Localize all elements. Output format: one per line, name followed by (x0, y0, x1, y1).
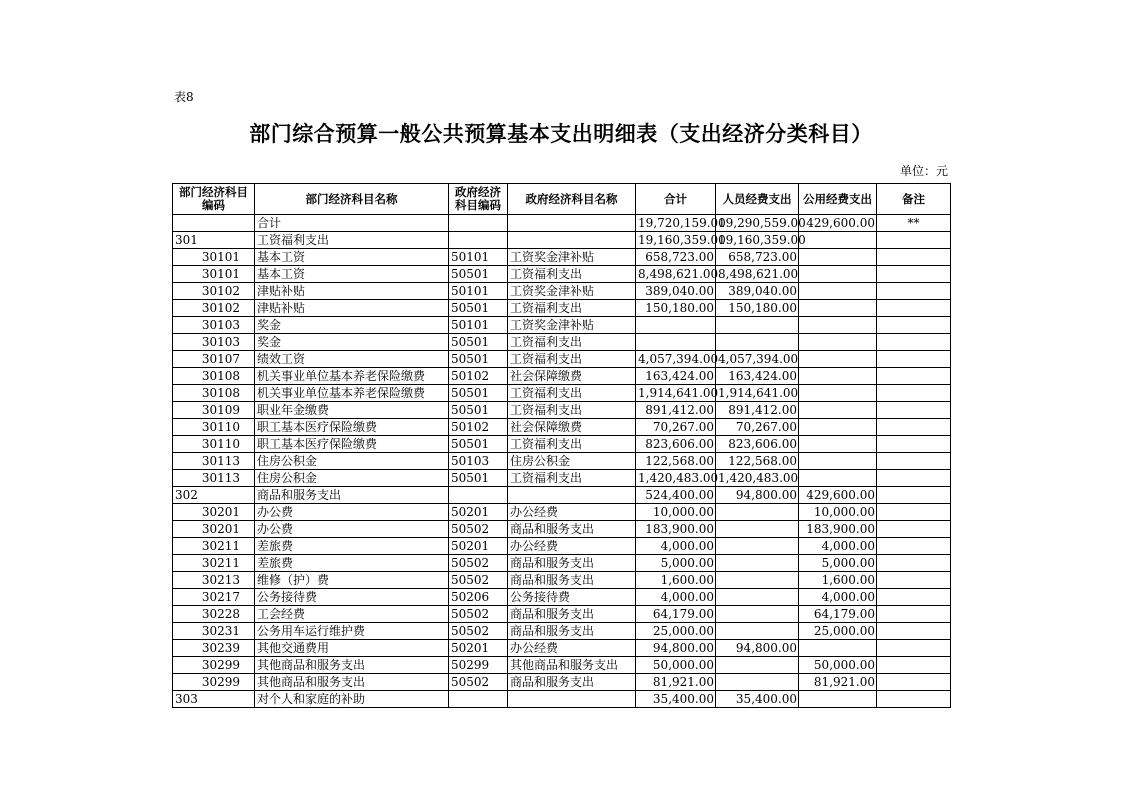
cell-personnel (716, 589, 799, 606)
cell-total: 524,400.00 (636, 487, 716, 504)
cell-remark (877, 538, 951, 555)
cell-dept-code: 30113 (173, 453, 255, 470)
cell-gov-name (508, 232, 636, 249)
cell-total: 19,720,159.00 (636, 215, 716, 232)
cell-total: 163,424.00 (636, 368, 716, 385)
table-row (173, 691, 951, 708)
cell-gov-code: 50101 (449, 317, 508, 334)
table-row (173, 266, 951, 283)
cell-dept-name: 奖金 (255, 317, 449, 334)
table-row (173, 249, 951, 266)
table-row (173, 436, 951, 453)
cell-total: 64,179.00 (636, 606, 716, 623)
cell-gov-name: 商品和服务支出 (508, 555, 636, 572)
cell-public: 64,179.00 (799, 606, 877, 623)
cell-public: 429,600.00 (799, 215, 877, 232)
cell-gov-code: 50501 (449, 436, 508, 453)
cell-dept-code (173, 215, 255, 232)
cell-dept-code: 30213 (173, 572, 255, 589)
cell-public (799, 368, 877, 385)
cell-gov-code: 50299 (449, 657, 508, 674)
cell-gov-name: 工资奖金津补贴 (508, 317, 636, 334)
cell-dept-name: 其他交通费用 (255, 640, 449, 657)
table-row (173, 402, 951, 419)
cell-personnel (716, 572, 799, 589)
cell-gov-name: 办公经费 (508, 640, 636, 657)
cell-dept-code: 30110 (173, 436, 255, 453)
cell-total: 5,000.00 (636, 555, 716, 572)
cell-remark (877, 589, 951, 606)
table-row (173, 521, 951, 538)
cell-gov-name: 工资奖金津补贴 (508, 283, 636, 300)
cell-personnel: 891,412.00 (716, 402, 799, 419)
cell-dept-name: 基本工资 (255, 249, 449, 266)
cell-remark (877, 487, 951, 504)
cell-dept-code: 30299 (173, 657, 255, 674)
cell-gov-code (449, 215, 508, 232)
cell-gov-name: 工资福利支出 (508, 402, 636, 419)
cell-dept-name: 职业年金缴费 (255, 402, 449, 419)
cell-gov-code: 50101 (449, 249, 508, 266)
cell-remark (877, 249, 951, 266)
cell-gov-name: 住房公积金 (508, 453, 636, 470)
cell-public: 183,900.00 (799, 521, 877, 538)
table-row (173, 368, 951, 385)
table-row (173, 538, 951, 555)
cell-dept-name: 维修（护）费 (255, 572, 449, 589)
cell-gov-code: 50103 (449, 453, 508, 470)
cell-gov-code (449, 232, 508, 249)
cell-remark (877, 266, 951, 283)
header-public: 公用经费支出 (799, 184, 877, 215)
cell-public (799, 249, 877, 266)
table-row (173, 572, 951, 589)
cell-gov-name: 工资福利支出 (508, 470, 636, 487)
cell-personnel (716, 555, 799, 572)
cell-gov-name (508, 215, 636, 232)
cell-dept-name: 办公费 (255, 504, 449, 521)
cell-gov-name: 商品和服务支出 (508, 572, 636, 589)
table-row (173, 606, 951, 623)
cell-gov-code: 50501 (449, 266, 508, 283)
unit-label: 单位：元 (899, 164, 948, 178)
cell-public: 81,921.00 (799, 674, 877, 691)
cell-dept-name: 绩效工资 (255, 351, 449, 368)
cell-total: 658,723.00 (636, 249, 716, 266)
cell-gov-name: 公务接待费 (508, 589, 636, 606)
cell-gov-name: 社会保障缴费 (508, 419, 636, 436)
cell-total: 1,420,483.00 (636, 470, 716, 487)
table-row (173, 419, 951, 436)
cell-total: 4,057,394.00 (636, 351, 716, 368)
cell-public (799, 436, 877, 453)
cell-gov-code: 50102 (449, 419, 508, 436)
cell-gov-name: 办公经费 (508, 538, 636, 555)
cell-dept-code: 30101 (173, 249, 255, 266)
cell-dept-code: 301 (173, 232, 255, 249)
cell-personnel: 1,914,641.00 (716, 385, 799, 402)
cell-dept-code: 30211 (173, 555, 255, 572)
table-row (173, 317, 951, 334)
cell-public: 25,000.00 (799, 623, 877, 640)
cell-public (799, 453, 877, 470)
cell-gov-code (449, 691, 508, 708)
cell-public: 429,600.00 (799, 487, 877, 504)
cell-total (636, 317, 716, 334)
cell-dept-code: 302 (173, 487, 255, 504)
budget-detail-table (172, 183, 951, 708)
cell-remark (877, 674, 951, 691)
table-row (173, 470, 951, 487)
cell-remark (877, 317, 951, 334)
cell-gov-code: 50206 (449, 589, 508, 606)
cell-dept-name: 机关事业单位基本养老保险缴费 (255, 368, 449, 385)
cell-remark (877, 555, 951, 572)
cell-dept-name: 津贴补贴 (255, 300, 449, 317)
cell-gov-code: 50102 (449, 368, 508, 385)
cell-total: 891,412.00 (636, 402, 716, 419)
table-row (173, 504, 951, 521)
cell-dept-name: 差旅费 (255, 538, 449, 555)
cell-remark (877, 657, 951, 674)
cell-remark (877, 436, 951, 453)
cell-gov-code: 50502 (449, 572, 508, 589)
cell-public (799, 334, 877, 351)
cell-dept-code: 30102 (173, 283, 255, 300)
cell-public (799, 385, 877, 402)
cell-gov-code: 50501 (449, 470, 508, 487)
cell-gov-code (449, 487, 508, 504)
table-row (173, 385, 951, 402)
cell-personnel: 94,800.00 (716, 487, 799, 504)
cell-total: 389,040.00 (636, 283, 716, 300)
cell-personnel: 4,057,394.00 (716, 351, 799, 368)
cell-gov-code: 50502 (449, 521, 508, 538)
cell-gov-code: 50201 (449, 504, 508, 521)
cell-remark (877, 283, 951, 300)
cell-public (799, 691, 877, 708)
cell-dept-code: 30217 (173, 589, 255, 606)
cell-remark (877, 606, 951, 623)
cell-gov-name: 办公经费 (508, 504, 636, 521)
cell-dept-code: 30299 (173, 674, 255, 691)
table-body (173, 215, 951, 708)
cell-personnel: 70,267.00 (716, 419, 799, 436)
cell-dept-code: 30107 (173, 351, 255, 368)
cell-remark (877, 470, 951, 487)
cell-total: 1,914,641.00 (636, 385, 716, 402)
table-header-row (173, 184, 951, 215)
cell-remark (877, 300, 951, 317)
cell-personnel: 389,040.00 (716, 283, 799, 300)
cell-personnel (716, 521, 799, 538)
table-row (173, 351, 951, 368)
cell-public: 5,000.00 (799, 555, 877, 572)
cell-public (799, 283, 877, 300)
cell-total: 4,000.00 (636, 538, 716, 555)
cell-public (799, 640, 877, 657)
cell-gov-name: 工资奖金津补贴 (508, 249, 636, 266)
cell-dept-code: 30102 (173, 300, 255, 317)
cell-dept-code: 30231 (173, 623, 255, 640)
cell-dept-code: 303 (173, 691, 255, 708)
cell-gov-name (508, 487, 636, 504)
cell-remark (877, 419, 951, 436)
cell-personnel: 94,800.00 (716, 640, 799, 657)
cell-total: 25,000.00 (636, 623, 716, 640)
cell-total: 150,180.00 (636, 300, 716, 317)
cell-gov-code: 50502 (449, 674, 508, 691)
cell-gov-code: 50201 (449, 538, 508, 555)
cell-remark (877, 504, 951, 521)
table-row (173, 334, 951, 351)
cell-dept-code: 30101 (173, 266, 255, 283)
cell-dept-name: 公务用车运行维护费 (255, 623, 449, 640)
cell-public (799, 419, 877, 436)
cell-total (636, 334, 716, 351)
cell-personnel: 8,498,621.00 (716, 266, 799, 283)
cell-personnel (716, 538, 799, 555)
cell-dept-name: 其他商品和服务支出 (255, 674, 449, 691)
cell-dept-name: 其他商品和服务支出 (255, 657, 449, 674)
header-remark: 备注 (877, 184, 951, 215)
cell-total: 81,921.00 (636, 674, 716, 691)
cell-remark (877, 385, 951, 402)
cell-gov-name: 商品和服务支出 (508, 606, 636, 623)
table-row (173, 487, 951, 504)
cell-dept-code: 30201 (173, 504, 255, 521)
cell-personnel: 163,424.00 (716, 368, 799, 385)
cell-public (799, 402, 877, 419)
cell-remark: ** (877, 215, 951, 232)
cell-public (799, 351, 877, 368)
cell-dept-name: 合计 (255, 215, 449, 232)
cell-personnel: 1,420,483.00 (716, 470, 799, 487)
cell-gov-code: 50501 (449, 300, 508, 317)
cell-dept-name: 工资福利支出 (255, 232, 449, 249)
cell-dept-name: 商品和服务支出 (255, 487, 449, 504)
table-row (173, 640, 951, 657)
cell-public: 10,000.00 (799, 504, 877, 521)
cell-remark (877, 453, 951, 470)
cell-personnel: 19,290,559.00 (716, 215, 799, 232)
cell-dept-name: 差旅费 (255, 555, 449, 572)
cell-dept-code: 30211 (173, 538, 255, 555)
cell-dept-name: 机关事业单位基本养老保险缴费 (255, 385, 449, 402)
cell-total: 19,160,359.00 (636, 232, 716, 249)
cell-gov-name: 商品和服务支出 (508, 674, 636, 691)
cell-gov-code: 50502 (449, 555, 508, 572)
cell-dept-code: 30108 (173, 368, 255, 385)
cell-dept-name: 办公费 (255, 521, 449, 538)
cell-gov-code: 50101 (449, 283, 508, 300)
cell-personnel (716, 657, 799, 674)
table-row (173, 623, 951, 640)
cell-public (799, 232, 877, 249)
cell-gov-name: 工资福利支出 (508, 385, 636, 402)
cell-gov-code: 50502 (449, 623, 508, 640)
table-row (173, 657, 951, 674)
cell-total: 183,900.00 (636, 521, 716, 538)
cell-dept-name: 工会经费 (255, 606, 449, 623)
cell-dept-code: 30201 (173, 521, 255, 538)
cell-public (799, 266, 877, 283)
cell-total: 823,606.00 (636, 436, 716, 453)
cell-remark (877, 334, 951, 351)
header-gov-code: 政府经济科目编码 (449, 184, 508, 215)
cell-personnel: 35,400.00 (716, 691, 799, 708)
header-personnel: 人员经费支出 (716, 184, 799, 215)
cell-gov-name: 工资福利支出 (508, 436, 636, 453)
table-number-label: 表8 (174, 90, 194, 104)
cell-public: 1,600.00 (799, 572, 877, 589)
cell-remark (877, 368, 951, 385)
cell-personnel: 19,160,359.00 (716, 232, 799, 249)
cell-total: 1,600.00 (636, 572, 716, 589)
cell-public: 50,000.00 (799, 657, 877, 674)
cell-gov-code: 50201 (449, 640, 508, 657)
header-total: 合计 (636, 184, 716, 215)
cell-gov-code: 50501 (449, 385, 508, 402)
cell-total: 122,568.00 (636, 453, 716, 470)
cell-remark (877, 691, 951, 708)
header-dept-name: 部门经济科目名称 (255, 184, 449, 215)
cell-dept-code: 30103 (173, 317, 255, 334)
table-row (173, 589, 951, 606)
cell-total: 50,000.00 (636, 657, 716, 674)
cell-personnel: 122,568.00 (716, 453, 799, 470)
cell-dept-name: 奖金 (255, 334, 449, 351)
cell-personnel (716, 623, 799, 640)
cell-gov-code: 50501 (449, 334, 508, 351)
cell-remark (877, 402, 951, 419)
cell-public (799, 300, 877, 317)
cell-dept-code: 30103 (173, 334, 255, 351)
cell-total: 4,000.00 (636, 589, 716, 606)
cell-dept-code: 30113 (173, 470, 255, 487)
table-row (173, 453, 951, 470)
cell-personnel: 823,606.00 (716, 436, 799, 453)
table-row (173, 555, 951, 572)
cell-dept-name: 职工基本医疗保险缴费 (255, 419, 449, 436)
cell-remark (877, 351, 951, 368)
cell-personnel (716, 674, 799, 691)
cell-dept-code: 30108 (173, 385, 255, 402)
cell-dept-name: 对个人和家庭的补助 (255, 691, 449, 708)
cell-dept-name: 职工基本医疗保险缴费 (255, 436, 449, 453)
cell-remark (877, 623, 951, 640)
cell-personnel (716, 334, 799, 351)
cell-gov-name: 工资福利支出 (508, 351, 636, 368)
cell-gov-name: 工资福利支出 (508, 334, 636, 351)
cell-dept-code: 30110 (173, 419, 255, 436)
cell-personnel (716, 317, 799, 334)
cell-total: 35,400.00 (636, 691, 716, 708)
cell-dept-code: 30109 (173, 402, 255, 419)
cell-dept-name: 津贴补贴 (255, 283, 449, 300)
page-title: 部门综合预算一般公共预算基本支出明细表（支出经济分类科目） (249, 122, 873, 146)
cell-personnel: 658,723.00 (716, 249, 799, 266)
header-gov-name: 政府经济科目名称 (508, 184, 636, 215)
cell-total: 94,800.00 (636, 640, 716, 657)
table-row (173, 283, 951, 300)
cell-dept-name: 公务接待费 (255, 589, 449, 606)
header-dept-code: 部门经济科目编码 (173, 184, 255, 215)
cell-gov-name: 商品和服务支出 (508, 623, 636, 640)
cell-dept-code: 30228 (173, 606, 255, 623)
cell-gov-name: 商品和服务支出 (508, 521, 636, 538)
cell-personnel: 150,180.00 (716, 300, 799, 317)
cell-total: 8,498,621.00 (636, 266, 716, 283)
cell-remark (877, 640, 951, 657)
cell-total: 70,267.00 (636, 419, 716, 436)
table-row (173, 215, 951, 232)
cell-dept-name: 住房公积金 (255, 453, 449, 470)
cell-gov-name: 工资福利支出 (508, 266, 636, 283)
cell-gov-name: 工资福利支出 (508, 300, 636, 317)
table-row (173, 674, 951, 691)
cell-remark (877, 572, 951, 589)
cell-dept-name: 基本工资 (255, 266, 449, 283)
cell-gov-name (508, 691, 636, 708)
cell-personnel (716, 606, 799, 623)
cell-gov-code: 50502 (449, 606, 508, 623)
cell-public (799, 317, 877, 334)
cell-public: 4,000.00 (799, 538, 877, 555)
cell-gov-code: 50501 (449, 351, 508, 368)
cell-personnel (716, 504, 799, 521)
table-row (173, 232, 951, 249)
table-row (173, 300, 951, 317)
cell-gov-name: 社会保障缴费 (508, 368, 636, 385)
cell-dept-code: 30239 (173, 640, 255, 657)
cell-remark (877, 232, 951, 249)
cell-total: 10,000.00 (636, 504, 716, 521)
cell-remark (877, 521, 951, 538)
cell-dept-name: 住房公积金 (255, 470, 449, 487)
cell-gov-code: 50501 (449, 402, 508, 419)
cell-public (799, 470, 877, 487)
cell-public: 4,000.00 (799, 589, 877, 606)
cell-gov-name: 其他商品和服务支出 (508, 657, 636, 674)
